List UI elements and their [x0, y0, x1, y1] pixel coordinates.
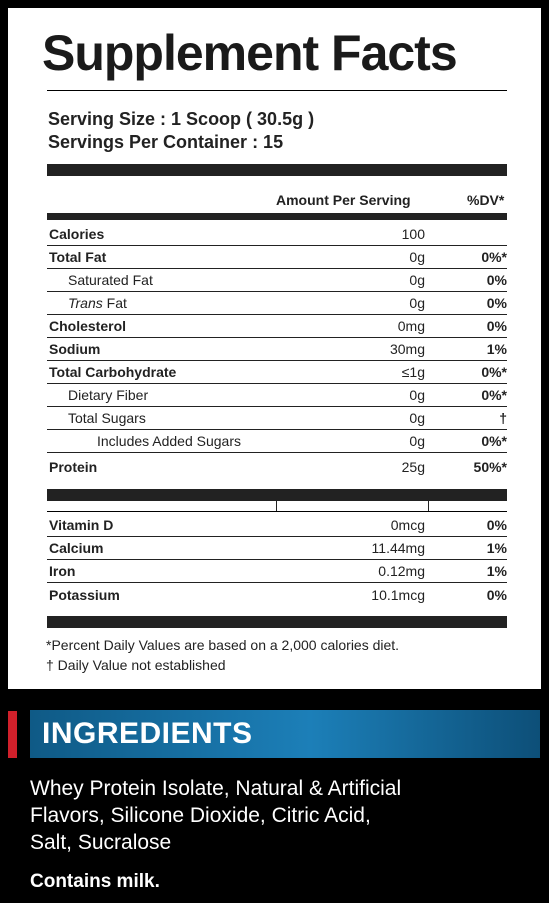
nutrient-name: Includes Added Sugars	[97, 433, 241, 449]
thick-divider	[47, 164, 507, 176]
nutrient-name: Dietary Fiber	[68, 387, 149, 403]
nutrient-amount: 0g	[409, 295, 425, 311]
divider	[47, 511, 507, 512]
nutrient-amount: 0mg	[397, 318, 425, 334]
nutrient-name: Cholesterol	[49, 318, 127, 334]
nutrient-name: Calcium	[49, 540, 104, 556]
nutrient-row-total-fat	[47, 245, 507, 269]
nutrient-name: Total Sugars	[68, 410, 146, 426]
nutrient-dv: 0%	[486, 517, 507, 533]
nutrient-amount: 30mg	[389, 341, 425, 357]
nutrient-amount: 100	[401, 226, 425, 242]
mineral-row-vitamin-d	[47, 513, 507, 537]
nutrient-dv: 0%	[486, 587, 507, 603]
column-divider	[276, 501, 277, 511]
divider	[47, 90, 507, 91]
trans-rest: Fat	[102, 295, 127, 311]
nutrient-row-saturated-fat	[47, 268, 507, 292]
nutrient-row-sodium	[47, 337, 507, 361]
nutrient-row-total-carbohydrate	[47, 360, 507, 384]
nutrient-amount: 0g	[409, 272, 425, 288]
nutrient-dv: 0%	[486, 295, 507, 311]
footnote-daily-value: *Percent Daily Values are based on a 2,000 calories diet.	[46, 637, 400, 653]
thick-divider	[47, 489, 507, 501]
nutrient-row-cholesterol	[47, 314, 507, 338]
nutrient-amount: 0g	[409, 387, 425, 403]
nutrient-amount: ≤1g	[401, 364, 425, 380]
nutrient-amount: 11.44mg	[371, 540, 425, 556]
nutrient-dv: 1%	[486, 341, 507, 357]
nutrient-name: Sodium	[49, 341, 101, 357]
ingredients-heading: INGREDIENTS	[42, 717, 253, 750]
nutrient-name: Calories	[49, 226, 105, 242]
ingredients-line: Flavors, Silicone Dioxide, Citric Acid,	[30, 804, 371, 827]
thick-divider	[47, 616, 507, 628]
nutrient-dv: 0%*	[481, 249, 507, 265]
nutrient-dv: 0%*	[481, 433, 507, 449]
supplement-facts-panel	[8, 8, 541, 689]
nutrient-dv: †	[499, 410, 507, 426]
ingredients-line: Whey Protein Isolate, Natural & Artificial	[30, 777, 402, 800]
nutrient-amount: 0g	[409, 433, 425, 449]
label-title: Supplement Facts	[42, 25, 457, 81]
nutrient-amount: 0mcg	[390, 517, 425, 533]
mineral-row-potassium	[47, 583, 507, 606]
nutrient-amount: 25g	[401, 459, 425, 475]
nutrient-row-added-sugars	[47, 429, 507, 453]
nutrient-name: Protein	[49, 459, 98, 475]
nutrient-dv: 0%	[486, 272, 507, 288]
servings-per-container: Servings Per Container : 15	[48, 132, 284, 152]
nutrient-dv: 0%*	[481, 387, 507, 403]
footnote-dagger: † Daily Value not established	[46, 657, 226, 673]
nutrient-amount: 0g	[409, 249, 425, 265]
allergen-statement: Contains milk.	[30, 871, 160, 892]
nutrient-row-calories	[47, 222, 507, 246]
nutrient-row-trans-fat	[47, 291, 507, 315]
nutrient-row-total-sugars	[47, 406, 507, 430]
nutrient-name	[68, 295, 127, 311]
nutrient-dv: 50%*	[473, 459, 507, 475]
dv-header: %DV*	[467, 192, 505, 208]
nutrient-dv: 0%	[486, 318, 507, 334]
column-divider	[428, 501, 429, 511]
nutrient-amount: 0.12mg	[378, 563, 425, 579]
ingredients-list	[30, 775, 530, 856]
nutrient-row-dietary-fiber	[47, 383, 507, 407]
nutrient-amount: 10.1mcg	[371, 587, 425, 603]
nutrient-name: Saturated Fat	[68, 272, 153, 288]
medium-divider	[47, 213, 507, 220]
ingredients-accent-bar	[8, 711, 17, 758]
mineral-row-iron	[47, 559, 507, 583]
nutrient-dv: 1%	[486, 563, 507, 579]
nutrient-dv: 0%*	[481, 364, 507, 380]
ingredients-line: Salt, Sucralose	[30, 831, 172, 854]
nutrient-amount: 0g	[409, 410, 425, 426]
amount-per-serving-header: Amount Per Serving	[276, 192, 411, 208]
nutrient-name: Total Fat	[49, 249, 107, 265]
trans-italic: Trans	[68, 295, 103, 311]
nutrient-name: Vitamin D	[49, 517, 114, 533]
nutrient-row-protein	[47, 455, 507, 478]
nutrient-name: Potassium	[49, 587, 120, 603]
nutrient-dv: 1%	[486, 540, 507, 556]
mineral-row-calcium	[47, 536, 507, 560]
nutrient-name: Total Carbohydrate	[49, 364, 177, 380]
nutrient-name: Iron	[49, 563, 76, 579]
serving-size: Serving Size : 1 Scoop ( 30.5g )	[48, 109, 315, 129]
